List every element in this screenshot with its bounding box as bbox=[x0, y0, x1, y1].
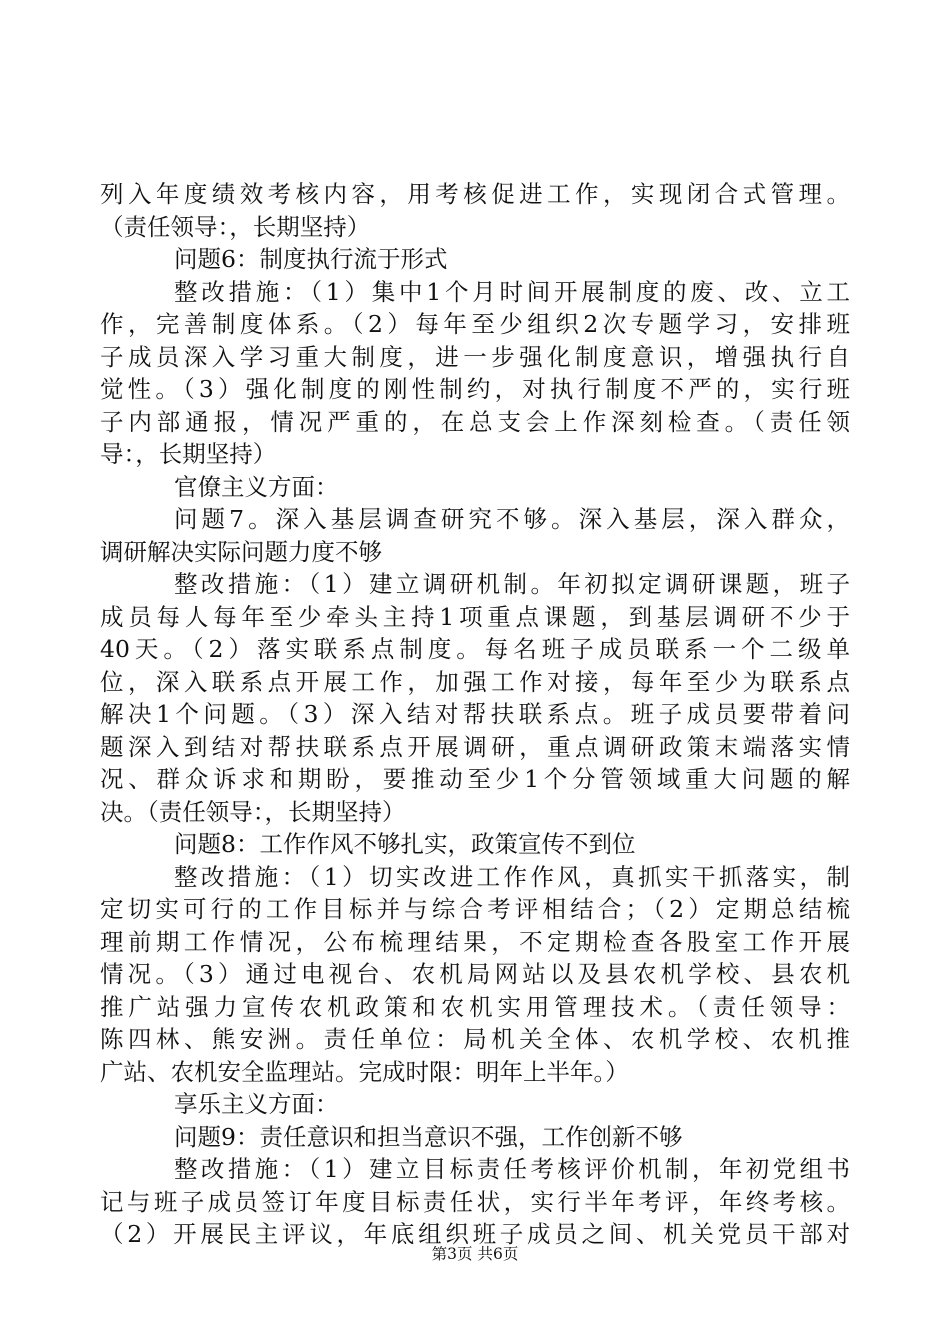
text-line: 整改措施：（1）建立目标责任考核评价机制，年初党组书 bbox=[174, 1155, 850, 1183]
text-line: 问题8：工作作风不够扎实，政策宣传不到位 bbox=[174, 830, 636, 858]
text-line: 问题9：责任意识和担当意识不强，工作创新不够 bbox=[174, 1122, 683, 1151]
text-line: 成员每人每年至少牵头主持1项重点课题，到基层调研不少于 bbox=[100, 602, 850, 631]
text-line: 情况。（3）通过电视台、农机局网站以及县农机学校、县农机 bbox=[100, 960, 850, 988]
text-line: 题深入到结对帮扶联系点开展调研，重点调研政策末端落实情 bbox=[100, 732, 850, 761]
text-line: 整改措施：（1）建立调研机制。年初拟定调研课题，班子 bbox=[174, 570, 850, 598]
text-line: 推广站强力宣传农机政策和农机实用管理技术。（责任领导： bbox=[100, 992, 850, 1021]
text-line: 陈四林、熊安洲。责任单位：局机关全体、农机学校、农机推 bbox=[100, 1025, 850, 1053]
text-line: 导：，长期坚持） bbox=[100, 440, 277, 468]
text-line: 整改措施：（1）集中1个月时间开展制度的废、改、立工 bbox=[174, 277, 850, 306]
text-line: 位，深入联系点开展工作，加强工作对接，每年至少为联系点 bbox=[100, 667, 850, 696]
text-line: 决。（责任领导：，长期坚持） bbox=[100, 797, 406, 826]
text-line: 问题6：制度执行流于形式 bbox=[174, 245, 448, 273]
text-line: 享乐主义方面： bbox=[174, 1090, 339, 1118]
text-line: 官僚主义方面： bbox=[174, 472, 339, 501]
text-line: 理前期工作情况，公布梳理结果，不定期检查各股室工作开展 bbox=[100, 927, 850, 956]
text-line: 40天。（2）落实联系点制度。每名班子成员联系一个二级单 bbox=[100, 635, 850, 663]
text-line: 觉性。（3）强化制度的刚性制约，对执行制度不严的，实行班 bbox=[100, 375, 850, 403]
text-line: 子成员深入学习重大制度，进一步强化制度意识，增强执行自 bbox=[100, 342, 850, 371]
text-line: 广站、农机安全监理站。完成时限：明年上半年。） bbox=[100, 1057, 629, 1086]
text-line: 记与班子成员签订年度目标责任状，实行半年考评，年终考核。 bbox=[100, 1187, 850, 1216]
text-line: 解决1个问题。（3）深入结对帮扶联系点。班子成员要带着问 bbox=[100, 700, 850, 728]
document-body bbox=[100, 178, 850, 1251]
page-footer: 第3页 共6页 bbox=[431, 1245, 519, 1263]
text-line: 子内部通报，情况严重的，在总支会上作深刻检查。（责任领 bbox=[100, 407, 850, 436]
text-line: （责任领导：，长期坚持） bbox=[100, 212, 371, 241]
text-line: 作，完善制度体系。（2）每年至少组织2次专题学习，安排班 bbox=[100, 310, 850, 338]
text-line: 问题7。深入基层调查研究不够。深入基层，深入群众， bbox=[174, 505, 850, 533]
text-line: 调研解决实际问题力度不够 bbox=[100, 537, 382, 566]
text-line: 定切实可行的工作目标并与综合考评相结合；（2）定期总结梳 bbox=[100, 895, 850, 923]
text-line: （2）开展民主评议，年底组织班子成员之间、机关党员干部对 bbox=[100, 1220, 850, 1248]
text-line: 况、群众诉求和期盼，要推动至少1个分管领域重大问题的解 bbox=[100, 765, 850, 793]
text-line: 列入年度绩效考核内容，用考核促进工作，实现闭合式管理。 bbox=[100, 180, 850, 208]
text-line: 整改措施：（1）切实改进工作作风，真抓实干抓落实，制 bbox=[174, 862, 850, 891]
